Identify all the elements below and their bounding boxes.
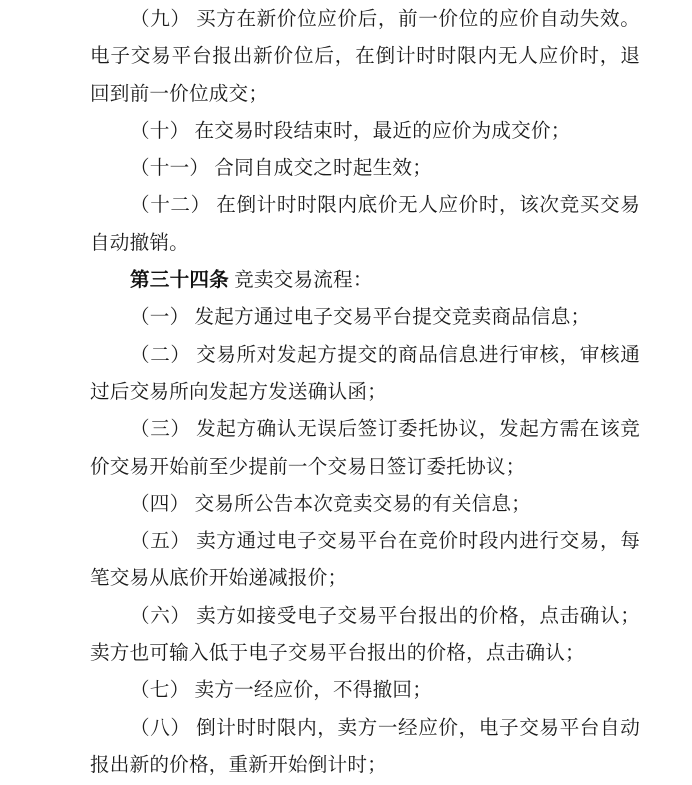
article-heading-text: 竞卖交易流程： (228, 270, 373, 292)
paragraph: （三） 发起方确认无误后签订委托协议，发起方需在该竞价交易开始前至少提前一个交易日签订委托协议； (90, 419, 640, 478)
paragraph: （十一） 合同自成交之时起生效； (130, 158, 433, 180)
paragraph: （十） 在交易时段结束时，最近的应价为成交价； (130, 120, 571, 142)
paragraph: （一） 发起方通过电子交易平台提交竞卖商品信息； (130, 307, 591, 329)
paragraph: （二） 交易所对发起方提交的商品信息进行审核，审核通过后交易所向发起方发送确认函； (90, 344, 640, 403)
paragraph: （七） 卖方一经应价，不得撤回； (130, 680, 433, 702)
paragraph: （五） 卖方通过电子交易平台在竞价时段内进行交易，每笔交易从底价开始递减报价； (90, 531, 640, 590)
paragraph: （八） 倒计时时限内，卖方一经应价，电子交易平台自动报出新的价格，重新开始倒计时； (90, 717, 640, 776)
paragraph: （六） 卖方如接受电子交易平台报出的价格，点击确认；卖方也可输入低于电子交易平台报出的价格，点击确认； (90, 605, 640, 665)
article-heading (90, 262, 640, 299)
article-number: 第三十四条 (130, 270, 229, 292)
document-body (90, 1, 640, 784)
paragraph: （四） 交易所公告本次竞卖交易的有关信息； (130, 493, 531, 515)
paragraph: （十二） 在倒计时时限内底价无人应价时，该次竞买交易自动撤销。 (90, 195, 640, 254)
paragraph: （九） 买方在新价位应价后，前一价位的应价自动失效。电子交易平台报出新价位后，在倒计时时限内无人应价时，退回到前一价位成交； (90, 9, 640, 105)
